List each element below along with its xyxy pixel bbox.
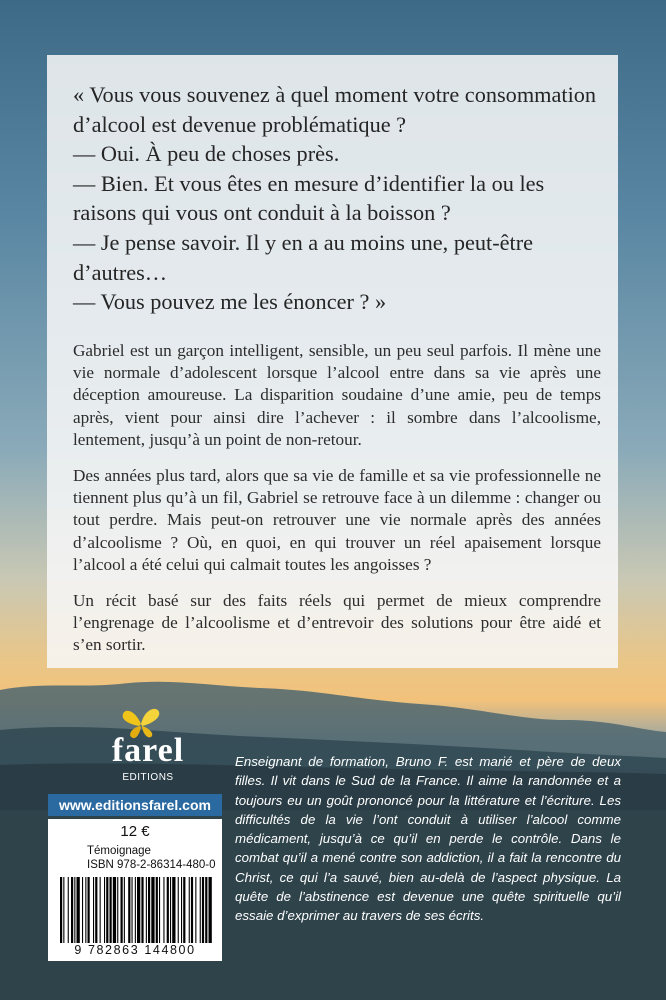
isbn-label: ISBN 978-2-86314-480-0 (87, 859, 216, 871)
price-box (48, 819, 222, 961)
quote-line: d’autres… (73, 259, 168, 285)
quote-line: — Bien. Et vous êtes en mesure d’identifier la ou les (73, 170, 545, 196)
synopsis-paragraph: Gabriel est un garçon intelligent, sensible, un peu seul parfois. Il mène une vie normale d’adolescent lorsque l’alcool entre dans sa vie après une déception amoureuse. La disparition soudaine d’une amie, peu de temps après, vient pour ainsi dire l’achever : il sombre dans l’alcoolisme, lentement, jusqu’à un point de non-retour. (73, 341, 601, 449)
publisher-name: farel (111, 732, 185, 769)
publisher-subtitle: EDITIONS (122, 772, 174, 783)
synopsis-paragraph: Un récit basé sur des faits réels qui permet de mieux comprendre l’engrenage de l’alcoolisme et d’entrevoir des solutions pour être aidé et s’en sortir. (73, 591, 601, 655)
author-bio: Enseignant de formation, Bruno F. est marié et père de deux filles. Il vit dans le Sud de la France. Il aime la randonnée et a toujours eu un goût prononcé pour la littérature et l’écriture. Les difficultés de la vie l’ont conduit à utiliser l’alcool comme médicament, jusqu’à ce qu’il en perde le contrôle. Dans le combat qu’il a mené contre son addiction, il a fait la rencontre du Christ, ce qui l’a sauvé, bien au-delà de l’aspect physique. La quête de l’abstinence est devenue une quête spirituelle qu’il essaie d’exprimer au travers de ses écrits. (235, 754, 621, 924)
quote-line: « Vous vous souvenez à quel moment votre consommation (73, 82, 597, 107)
quote-line: — Vous pouvez me les énoncer ? » (73, 289, 387, 315)
quote-line: — Oui. À peu de choses près. (73, 141, 340, 167)
quote-line: d’alcool est devenue problématique ? (73, 111, 407, 137)
barcode (58, 877, 212, 943)
barcode-number: 9 782863 144800 (74, 943, 196, 957)
quote-line: raisons qui vous ont conduit à la boisson ? (73, 200, 451, 226)
genre-label: Témoignage (87, 845, 151, 857)
price: 12 € (120, 823, 150, 840)
quote-line: — Je pense savoir. Il y en a au moins une, peut-être (73, 229, 534, 255)
synopsis-paragraph: Des années plus tard, alors que sa vie de famille et sa vie professionnelle ne tiennent plus qu’à un fil, Gabriel se retrouve face à un dilemme : changer ou tout perdre. Mais peut-on retrouver une vie normale après des années d’alcoolisme ? Où, en quoi, en qui trouver un réel apaisement lorsque l’alcool a été celui qui calmait toutes les angoisses ? (73, 466, 601, 574)
opening-quote (73, 80, 601, 317)
publisher-logo (93, 706, 203, 790)
synopsis (73, 340, 601, 671)
publisher-website: www.editionsfarel.com (48, 794, 222, 816)
